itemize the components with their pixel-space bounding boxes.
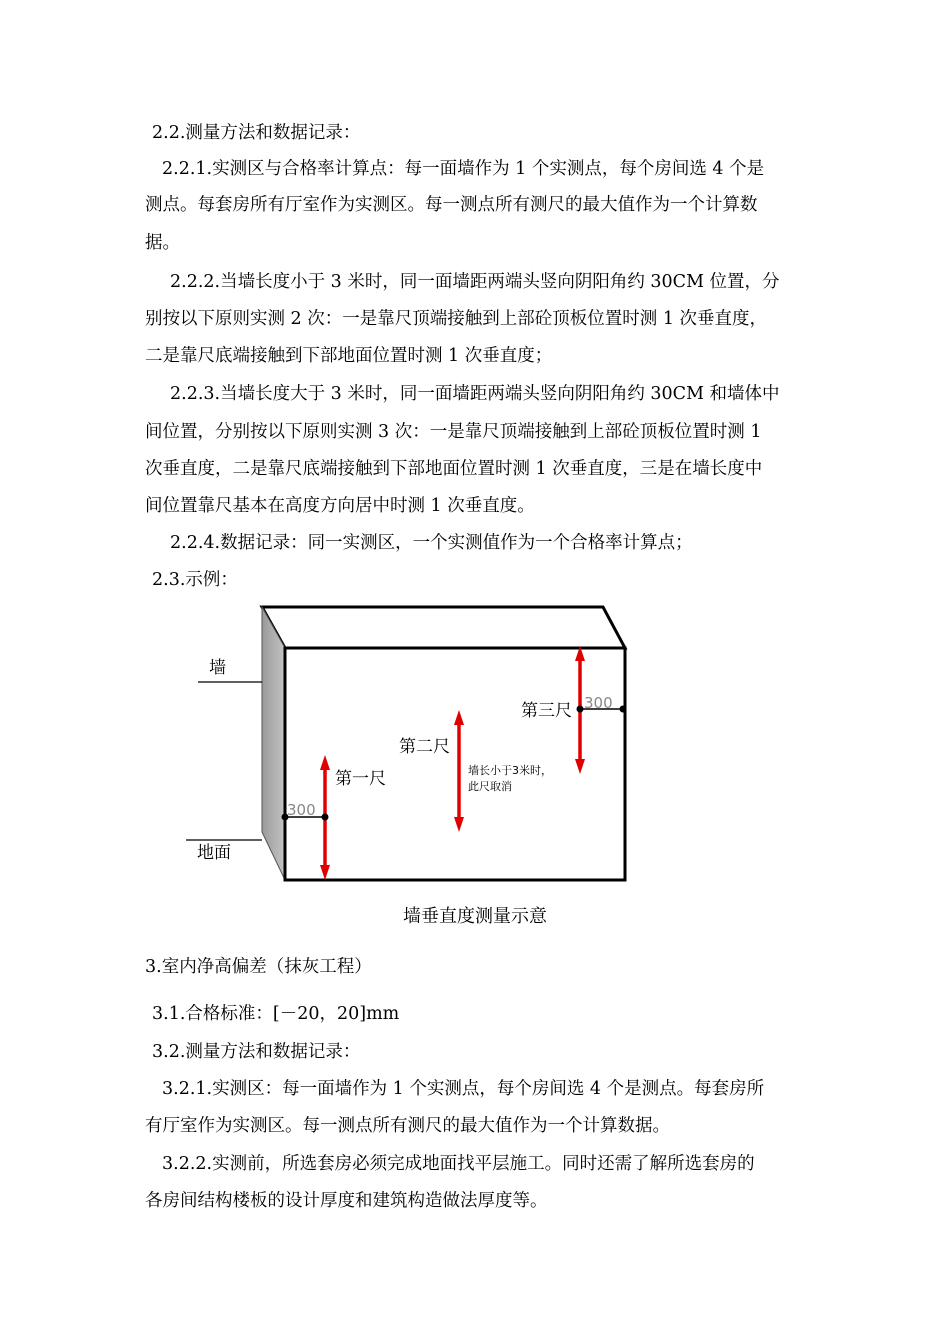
para-2-2-2-line1: 2.2.2.当墙长度小于 3 米时，同一面墙距两端头竖向阴阳角约 30CM 位置，分 — [170, 272, 780, 292]
para-2-2-3-line3: 次垂直度，二是靠尺底端接触到下部地面位置时测 1 次垂直度，三是在墙长度中 — [145, 459, 763, 479]
section-2-2-heading: 2.2.测量方法和数据记录： — [152, 123, 361, 143]
section-3-2-heading: 3.2.测量方法和数据记录： — [152, 1042, 361, 1062]
para-2-2-2-line3: 二是靠尺底端接触到下部地面位置时测 1 次垂直度； — [145, 346, 553, 366]
dim1-label: 300 — [287, 801, 316, 819]
wall-top-face — [262, 607, 625, 648]
dim3-dot-left — [577, 706, 584, 713]
dim3-label: 300 — [584, 694, 613, 712]
para-2-2-3-line2: 间位置，分别按以下原则实测 3 次：一是靠尺顶端接触到上部砼顶板位置时测 1 — [145, 422, 762, 442]
para-3-2-2-line2: 各房间结构楼板的设计厚度和建筑构造做法厚度等。 — [145, 1191, 548, 1211]
para-3-2-2-line1: 3.2.2.实测前，所选套房必须完成地面找平层施工。同时还需了解所选套房的 — [162, 1154, 755, 1174]
para-2-2-1-line1: 2.2.1.实测区与合格率计算点：每一面墙作为 1 个实测点，每个房间选 4 个是 — [162, 159, 765, 179]
ruler2-note-line2: 此尺取消 — [468, 780, 512, 793]
wall-label: 墙 — [209, 658, 226, 678]
para-2-2-1-line2: 测点。每套房所有厅室作为实测区。每一测点所有测尺的最大值作为一个计算数 — [145, 195, 758, 215]
para-2-2-2-line2: 别按以下原则实测 2 次：一是靠尺顶端接触到上部砼顶板位置时测 1 次垂直度， — [145, 309, 768, 329]
para-2-2-1-line3: 据。 — [145, 233, 180, 253]
para-3-1: 3.1.合格标准：[－20，20]mm — [152, 1004, 400, 1024]
wall-side-face — [262, 607, 285, 880]
wall-front-face — [285, 648, 625, 880]
para-2-2-3-line1: 2.2.3.当墙长度大于 3 米时，同一面墙距两端头竖向阴阳角约 30CM 和墙体中 — [170, 384, 780, 404]
section-3-heading: 3.室内净高偏差（抹灰工程） — [145, 957, 372, 977]
ruler3-label: 第三尺 — [521, 701, 572, 721]
para-2-2-4: 2.2.4.数据记录：同一实测区，一个实测值作为一个合格率计算点； — [170, 533, 693, 553]
dim3-dot-right — [620, 706, 627, 713]
para-2-2-3-line4: 间位置靠尺基本在高度方向居中时测 1 次垂直度。 — [145, 496, 535, 516]
figure-caption: 墙垂直度测量示意 — [403, 906, 547, 927]
para-3-2-1-line2: 有厅室作为实测区。每一测点所有测尺的最大值作为一个计算数据。 — [145, 1116, 670, 1136]
floor-label: 地面 — [197, 843, 231, 863]
section-2-3-heading: 2.3.示例： — [152, 570, 238, 590]
ruler1-label: 第一尺 — [335, 769, 386, 789]
ruler2-label: 第二尺 — [399, 737, 450, 757]
ruler2-note-line1: 墙长小于3米时， — [468, 764, 552, 777]
dim1-dot-right — [322, 814, 329, 821]
para-3-2-1-line1: 3.2.1.实测区：每一面墙作为 1 个实测点，每个房间选 4 个是测点。每套房所 — [162, 1079, 765, 1099]
